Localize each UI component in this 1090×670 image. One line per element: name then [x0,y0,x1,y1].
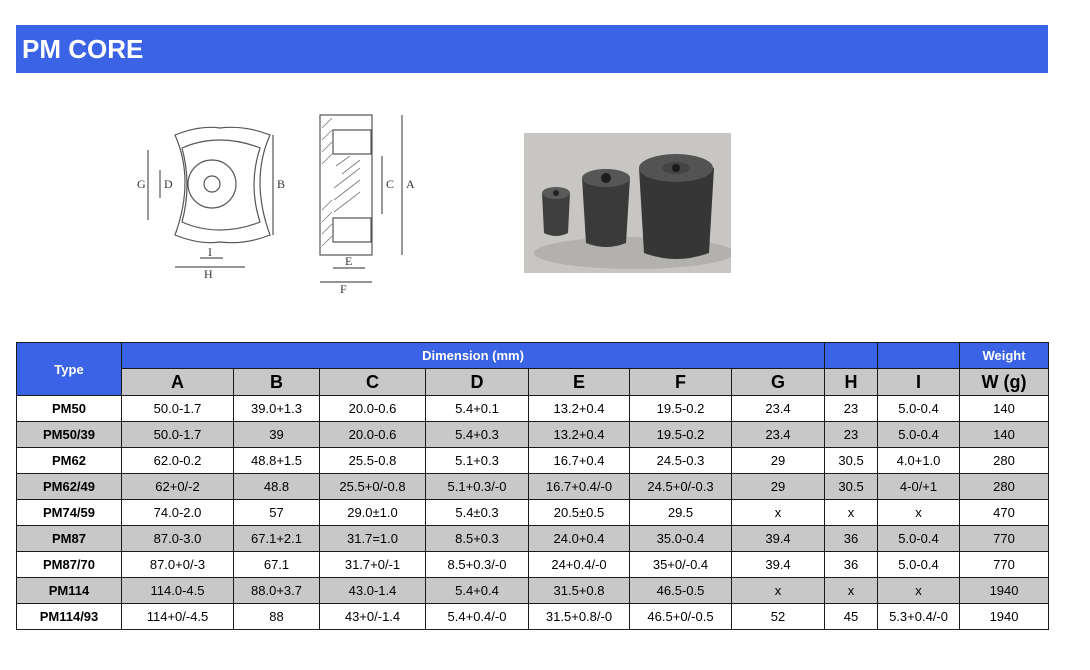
cell-e: 16.7+0.4 [529,448,630,474]
cell-a: 50.0-1.7 [122,396,234,422]
cell-a: 87.0-3.0 [122,526,234,552]
cell-w: 280 [960,474,1049,500]
cell-d: 5.4±0.3 [426,500,529,526]
row-type: PM62/49 [17,474,122,500]
cell-d: 8.5+0.3 [426,526,529,552]
cell-g: x [732,500,825,526]
label-c: C [386,177,395,191]
label-d: D [164,177,173,191]
cell-a: 114.0-4.5 [122,578,234,604]
cell-c: 25.5+0/-0.8 [320,474,426,500]
cell-i: 4-0/+1 [878,474,960,500]
cell-f: 19.5-0.2 [630,396,732,422]
pm-core-spec-table [16,342,1049,630]
cell-h: 23 [825,422,878,448]
table-row [17,500,1049,526]
cell-c: 20.0-0.6 [320,396,426,422]
label-g: G [137,177,146,191]
cell-f: 46.5+0/-0.5 [630,604,732,630]
cell-g: x [732,578,825,604]
cell-d: 5.4+0.4/-0 [426,604,529,630]
cell-i: 5.0-0.4 [878,552,960,578]
cell-e: 13.2+0.4 [529,422,630,448]
cell-b: 48.8 [234,474,320,500]
top-view-inner-window [182,140,260,230]
col-i-header: I [878,369,960,396]
core-product-photo [524,133,731,273]
cell-h: x [825,500,878,526]
col-weight-header: W (g) [960,369,1049,396]
cell-w: 1940 [960,578,1049,604]
cell-a: 50.0-1.7 [122,422,234,448]
cell-a: 114+0/-4.5 [122,604,234,630]
cell-c: 31.7+0/-1 [320,552,426,578]
col-c-header: C [320,369,426,396]
page-title: PM CORE [16,25,1048,73]
cell-c: 29.0±1.0 [320,500,426,526]
type-header: Type [17,343,122,396]
col-a-header: A [122,369,234,396]
cell-c: 31.7=1.0 [320,526,426,552]
col-f-header: F [630,369,732,396]
center-hole [204,176,220,192]
cell-c: 20.0-0.6 [320,422,426,448]
col-h-header: H [825,369,878,396]
label-e: E [345,254,353,268]
table-row [17,578,1049,604]
cell-h: 30.5 [825,448,878,474]
cell-b: 39.0+1.3 [234,396,320,422]
cell-a: 62.0-0.2 [122,448,234,474]
table-row [17,448,1049,474]
row-type: PM74/59 [17,500,122,526]
cell-i: 5.3+0.4/-0 [878,604,960,630]
core-dimension-drawing [120,110,420,310]
cell-g: 29 [732,474,825,500]
cell-i: x [878,578,960,604]
cell-e: 24+0.4/-0 [529,552,630,578]
table-row [17,396,1049,422]
cell-e: 20.5±0.5 [529,500,630,526]
cell-g: 23.4 [732,422,825,448]
cell-i: 5.0-0.4 [878,396,960,422]
cell-a: 74.0-2.0 [122,500,234,526]
cell-e: 31.5+0.8 [529,578,630,604]
cell-w: 770 [960,526,1049,552]
row-type: PM62 [17,448,122,474]
cell-i: x [878,500,960,526]
cell-e: 24.0+0.4 [529,526,630,552]
cell-w: 770 [960,552,1049,578]
cell-i: 5.0-0.4 [878,422,960,448]
cell-b: 57 [234,500,320,526]
cell-c: 25.5-0.8 [320,448,426,474]
cell-b: 67.1+2.1 [234,526,320,552]
cell-f: 24.5-0.3 [630,448,732,474]
label-i: I [208,245,212,259]
label-a: A [406,177,415,191]
cell-h: 45 [825,604,878,630]
col-d-header: D [426,369,529,396]
cell-d: 5.1+0.3/-0 [426,474,529,500]
center-post [188,160,236,208]
table-row [17,604,1049,630]
cell-d: 5.1+0.3 [426,448,529,474]
cell-a: 62+0/-2 [122,474,234,500]
cell-w: 470 [960,500,1049,526]
col-e-header: E [529,369,630,396]
row-type: PM114/93 [17,604,122,630]
cell-f: 29.5 [630,500,732,526]
cell-i: 4.0+1.0 [878,448,960,474]
cell-g: 23.4 [732,396,825,422]
cell-w: 140 [960,422,1049,448]
col-b-header: B [234,369,320,396]
cell-f: 46.5-0.5 [630,578,732,604]
cell-f: 24.5+0/-0.3 [630,474,732,500]
table-row [17,422,1049,448]
dimension-header: Dimension (mm) [122,343,825,369]
label-b: B [277,177,286,191]
cell-w: 140 [960,396,1049,422]
i-header-blank [878,343,960,369]
label-f: F [340,282,347,296]
cell-b: 88 [234,604,320,630]
cell-b: 67.1 [234,552,320,578]
cell-b: 88.0+3.7 [234,578,320,604]
cell-d: 8.5+0.3/-0 [426,552,529,578]
cell-w: 280 [960,448,1049,474]
col-g-header: G [732,369,825,396]
cell-h: 36 [825,552,878,578]
table-row [17,552,1049,578]
cell-e: 13.2+0.4 [529,396,630,422]
label-h: H [204,267,213,281]
h-header-blank [825,343,878,369]
cell-c: 43+0/-1.4 [320,604,426,630]
cell-h: 36 [825,526,878,552]
cell-a: 87.0+0/-3 [122,552,234,578]
row-type: PM87/70 [17,552,122,578]
cell-b: 48.8+1.5 [234,448,320,474]
cell-g: 52 [732,604,825,630]
row-type: PM50 [17,396,122,422]
cell-f: 19.5-0.2 [630,422,732,448]
cell-e: 31.5+0.8/-0 [529,604,630,630]
cell-i: 5.0-0.4 [878,526,960,552]
cell-d: 5.4+0.1 [426,396,529,422]
cell-g: 39.4 [732,552,825,578]
cell-c: 43.0-1.4 [320,578,426,604]
weight-header: Weight [960,343,1049,369]
cell-f: 35.0-0.4 [630,526,732,552]
cell-w: 1940 [960,604,1049,630]
cell-f: 35+0/-0.4 [630,552,732,578]
cell-d: 5.4+0.3 [426,422,529,448]
cell-b: 39 [234,422,320,448]
row-type: PM87 [17,526,122,552]
table-row [17,526,1049,552]
cell-e: 16.7+0.4/-0 [529,474,630,500]
cell-h: x [825,578,878,604]
cell-g: 29 [732,448,825,474]
table-row [17,474,1049,500]
cell-d: 5.4+0.4 [426,578,529,604]
cell-h: 23 [825,396,878,422]
cell-g: 39.4 [732,526,825,552]
cell-h: 30.5 [825,474,878,500]
row-type: PM50/39 [17,422,122,448]
row-type: PM114 [17,578,122,604]
